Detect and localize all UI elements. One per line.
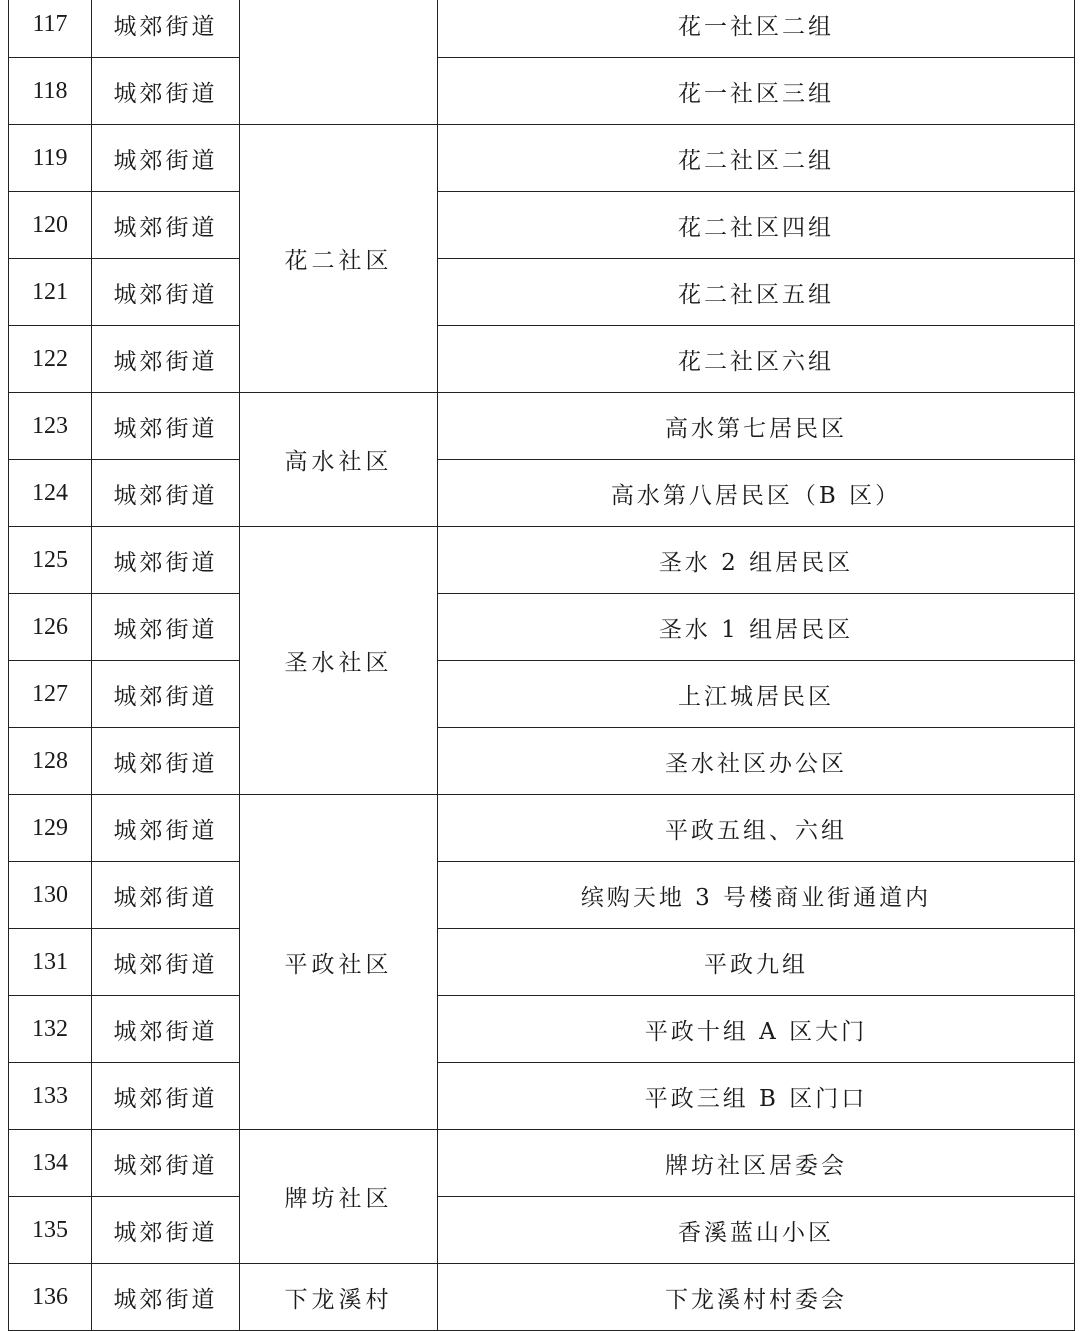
row-number-cell: 119 bbox=[9, 125, 92, 192]
table-row bbox=[9, 1063, 1075, 1130]
row-number-cell: 118 bbox=[9, 58, 92, 125]
row-number-cell: 121 bbox=[9, 259, 92, 326]
row-number-cell: 130 bbox=[9, 862, 92, 929]
row-number-cell: 133 bbox=[9, 1063, 92, 1130]
site-cell: 花二社区五组 bbox=[438, 259, 1075, 326]
community-cell: 下龙溪村 bbox=[240, 1264, 438, 1331]
table-row bbox=[9, 125, 1075, 192]
row-number-cell: 135 bbox=[9, 1197, 92, 1264]
site-cell: 缤购天地 3 号楼商业街通道内 bbox=[438, 862, 1075, 929]
street-cell: 城郊街道 bbox=[92, 58, 240, 125]
site-list-body bbox=[9, 0, 1075, 1331]
site-cell: 高水第七居民区 bbox=[438, 393, 1075, 460]
site-cell: 香溪蓝山小区 bbox=[438, 1197, 1075, 1264]
street-cell: 城郊街道 bbox=[92, 1197, 240, 1264]
row-number-cell: 131 bbox=[9, 929, 92, 996]
street-cell: 城郊街道 bbox=[92, 1130, 240, 1197]
site-cell: 平政九组 bbox=[438, 929, 1075, 996]
street-cell: 城郊街道 bbox=[92, 1264, 240, 1331]
row-number-cell: 126 bbox=[9, 594, 92, 661]
table-row bbox=[9, 929, 1075, 996]
street-cell: 城郊街道 bbox=[92, 594, 240, 661]
street-cell: 城郊街道 bbox=[92, 996, 240, 1063]
row-number-cell: 123 bbox=[9, 393, 92, 460]
site-list-table bbox=[8, 0, 1075, 1331]
site-cell: 花一社区三组 bbox=[438, 58, 1075, 125]
street-cell: 城郊街道 bbox=[92, 795, 240, 862]
table-row bbox=[9, 862, 1075, 929]
street-cell: 城郊街道 bbox=[92, 1063, 240, 1130]
table-row bbox=[9, 259, 1075, 326]
site-cell: 花二社区二组 bbox=[438, 125, 1075, 192]
street-cell: 城郊街道 bbox=[92, 393, 240, 460]
community-cell: 圣水社区 bbox=[240, 527, 438, 795]
table-row bbox=[9, 594, 1075, 661]
site-cell: 平政五组、六组 bbox=[438, 795, 1075, 862]
table-row bbox=[9, 996, 1075, 1063]
community-cell bbox=[240, 0, 438, 125]
row-number-cell: 132 bbox=[9, 996, 92, 1063]
row-number-cell: 120 bbox=[9, 192, 92, 259]
site-cell: 花一社区二组 bbox=[438, 0, 1075, 58]
site-cell: 下龙溪村村委会 bbox=[438, 1264, 1075, 1331]
table-row bbox=[9, 1130, 1075, 1197]
site-cell: 圣水 1 组居民区 bbox=[438, 594, 1075, 661]
row-number-cell: 127 bbox=[9, 661, 92, 728]
row-number-cell: 136 bbox=[9, 1264, 92, 1331]
table-row bbox=[9, 795, 1075, 862]
site-cell: 圣水社区办公区 bbox=[438, 728, 1075, 795]
street-cell: 城郊街道 bbox=[92, 460, 240, 527]
community-cell: 花二社区 bbox=[240, 125, 438, 393]
community-cell: 平政社区 bbox=[240, 795, 438, 1130]
street-cell: 城郊街道 bbox=[92, 125, 240, 192]
table-row bbox=[9, 393, 1075, 460]
street-cell: 城郊街道 bbox=[92, 862, 240, 929]
site-cell: 圣水 2 组居民区 bbox=[438, 527, 1075, 594]
row-number-cell: 129 bbox=[9, 795, 92, 862]
street-cell: 城郊街道 bbox=[92, 728, 240, 795]
table-row bbox=[9, 661, 1075, 728]
table-row bbox=[9, 58, 1075, 125]
street-cell: 城郊街道 bbox=[92, 192, 240, 259]
street-cell: 城郊街道 bbox=[92, 929, 240, 996]
site-cell: 花二社区四组 bbox=[438, 192, 1075, 259]
street-cell: 城郊街道 bbox=[92, 661, 240, 728]
table-row bbox=[9, 527, 1075, 594]
table-row bbox=[9, 728, 1075, 795]
row-number-cell: 117 bbox=[9, 0, 92, 58]
site-cell: 高水第八居民区（B 区） bbox=[438, 460, 1075, 527]
site-cell: 牌坊社区居委会 bbox=[438, 1130, 1075, 1197]
table-row bbox=[9, 1264, 1075, 1331]
row-number-cell: 124 bbox=[9, 460, 92, 527]
site-cell: 上江城居民区 bbox=[438, 661, 1075, 728]
site-cell: 平政十组 A 区大门 bbox=[438, 996, 1075, 1063]
community-cell: 牌坊社区 bbox=[240, 1130, 438, 1264]
row-number-cell: 122 bbox=[9, 326, 92, 393]
table-row bbox=[9, 326, 1075, 393]
site-cell: 花二社区六组 bbox=[438, 326, 1075, 393]
street-cell: 城郊街道 bbox=[92, 326, 240, 393]
row-number-cell: 134 bbox=[9, 1130, 92, 1197]
community-cell: 高水社区 bbox=[240, 393, 438, 527]
row-number-cell: 125 bbox=[9, 527, 92, 594]
row-number-cell: 128 bbox=[9, 728, 92, 795]
table-row bbox=[9, 192, 1075, 259]
table-row bbox=[9, 1197, 1075, 1264]
street-cell: 城郊街道 bbox=[92, 0, 240, 58]
street-cell: 城郊街道 bbox=[92, 259, 240, 326]
street-cell: 城郊街道 bbox=[92, 527, 240, 594]
table-row bbox=[9, 0, 1075, 58]
site-cell: 平政三组 B 区门口 bbox=[438, 1063, 1075, 1130]
table-row bbox=[9, 460, 1075, 527]
